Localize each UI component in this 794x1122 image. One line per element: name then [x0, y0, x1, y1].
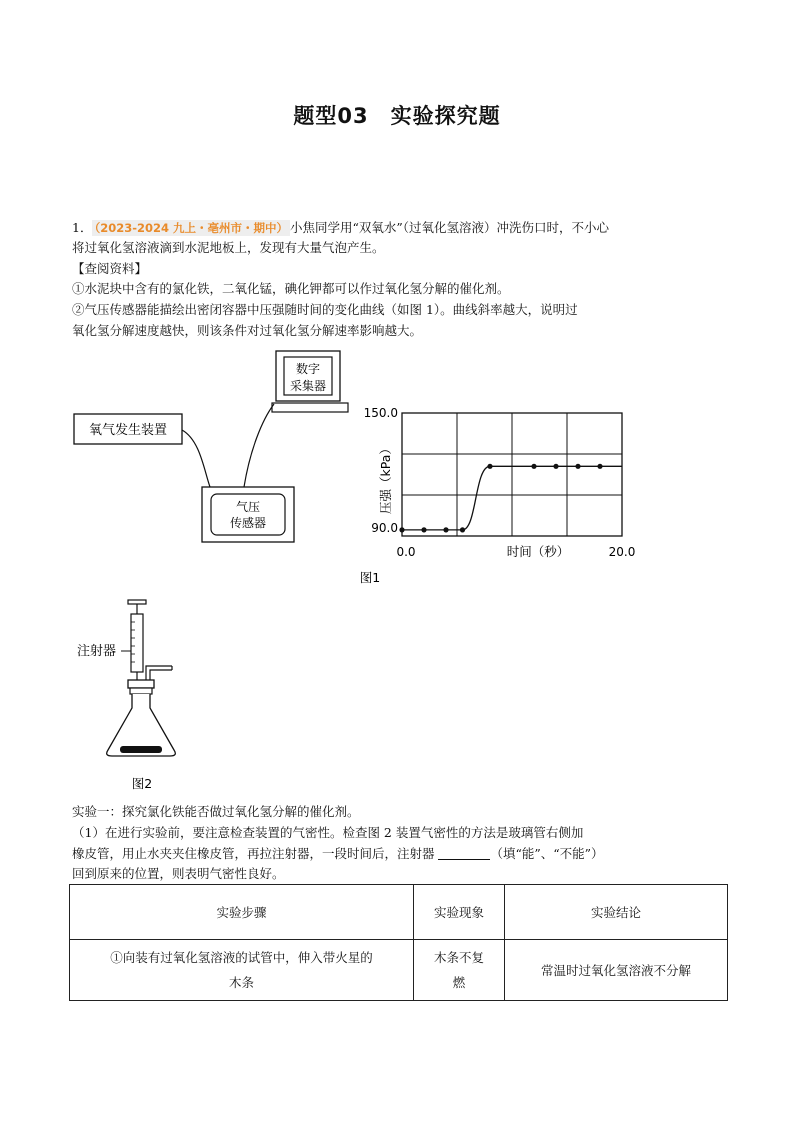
table-header-row: [70, 885, 728, 940]
chart-y-tick-label: 90.0: [371, 521, 398, 535]
table-header-phenomenon: 实验现象: [414, 885, 505, 940]
table-row: [70, 940, 728, 1001]
sensor-label-1: 气压: [235, 500, 261, 514]
figure-1-caption: 图1: [359, 570, 381, 585]
chart-data-point: [421, 527, 426, 532]
pressure-chart: [364, 406, 636, 559]
chart-x-tick-label: 0.0: [396, 545, 416, 559]
page-title: 题型03 实验探究题: [293, 104, 501, 128]
reference-item-1: ①水泥块中含有的氯化铁，二氧化锰，碘化钾都可以作过氧化氢分解的催化剂。: [72, 281, 510, 296]
question-1-text-1: 小焦同学用“双氧水”（过氧化氢溶液）冲洗伤口时，不小心: [290, 220, 610, 235]
figure-2: [0, 592, 794, 798]
source-tag: （2023-2024 九上・亳州市・期中）: [94, 221, 288, 235]
syringe-barrel: [131, 614, 143, 672]
question-1-line-1: [72, 218, 732, 238]
collector-label-1: 数字: [295, 362, 321, 376]
experiment-1-q1-line-2: [72, 844, 732, 864]
rubber-stopper: [128, 680, 154, 688]
step-text-2: 木条: [228, 975, 254, 990]
experiment-1-heading: 实验一：探究氯化铁能否做过氧化氢分解的催化剂。: [72, 804, 360, 819]
chart-data-point: [575, 464, 580, 469]
reference-item-2-line-2: 氧化氢分解速度越快，则该条件对过氧化氢分解速率影响越大。: [72, 323, 423, 338]
table-cell-phenomenon: [414, 940, 505, 1001]
collector-keyboard: [272, 403, 348, 412]
table-cell-step: [70, 940, 414, 1001]
phenomenon-text-2: 燃: [452, 975, 466, 990]
oxygen-generator-label: 氧气发生装置: [88, 423, 168, 438]
chart-data-point: [553, 464, 558, 469]
syringe-label: 注射器: [77, 644, 117, 659]
chart-y-tick-label: 150.0: [363, 406, 398, 420]
sensor-label-2: 传感器: [229, 516, 267, 530]
chart-y-axis-label: 压强（kPa）: [378, 442, 393, 514]
question-1-line-2: 将过氧化氢溶液滴到水泥地板上，发现有大量气泡产生。: [72, 240, 385, 255]
chart-data-point: [487, 464, 492, 469]
figure-2-caption: 图2: [131, 776, 153, 791]
experiment-1-q1-line-3: 回到原来的位置，则表明气密性良好。: [72, 866, 285, 881]
wire-sensor-collector: [244, 404, 274, 487]
table-header-steps: 实验步骤: [70, 885, 414, 940]
figure-1: [0, 340, 794, 590]
reference-heading: 【查阅资料】: [72, 261, 148, 276]
question-number: 1．: [72, 220, 93, 235]
step-text-1: ①向装有过氧化氢溶液的试管中，伸入带火星的: [110, 950, 373, 965]
table-cell-conclusion: 常温时过氧化氢溶液不分解: [505, 940, 728, 1001]
collector-label-2: 采集器: [289, 379, 327, 393]
chart-data-point: [597, 464, 602, 469]
chart-data-point: [399, 527, 404, 532]
answer-blank[interactable]: [438, 847, 490, 860]
chart-x-axis-label: 时间（秒）: [506, 544, 570, 559]
reference-item-2-line-1: ②气压传感器能描绘出密闭容器中压强随时间的变化曲线（如图 1）。曲线斜率越大，说明过: [72, 302, 578, 317]
experiment-1-q1-text-b: （填“能”、“不能”）: [490, 846, 604, 861]
experiment-1-q1-text-a: 橡皮管，用止水夹夹住橡皮管，再拉注射器，一段时间后，注射器: [72, 846, 439, 861]
experiment-1-q1-line-1: （1）在进行实验前，要注意检查装置的气密性。检查图 2 装置气密性的方法是玻璃管右侧加: [72, 825, 584, 840]
syringe-plunger-cap: [128, 600, 146, 604]
chart-data-point: [531, 464, 536, 469]
experiment-table: [69, 884, 728, 1001]
wire-generator-sensor: [182, 430, 210, 487]
phenomenon-text-1: 木条不复: [433, 950, 484, 965]
flask-solid: [120, 746, 162, 753]
chart-data-point: [443, 527, 448, 532]
chart-x-tick-label: 20.0: [608, 545, 636, 559]
table-header-conclusion: 实验结论: [505, 885, 728, 940]
chart-data-point: [460, 527, 465, 532]
